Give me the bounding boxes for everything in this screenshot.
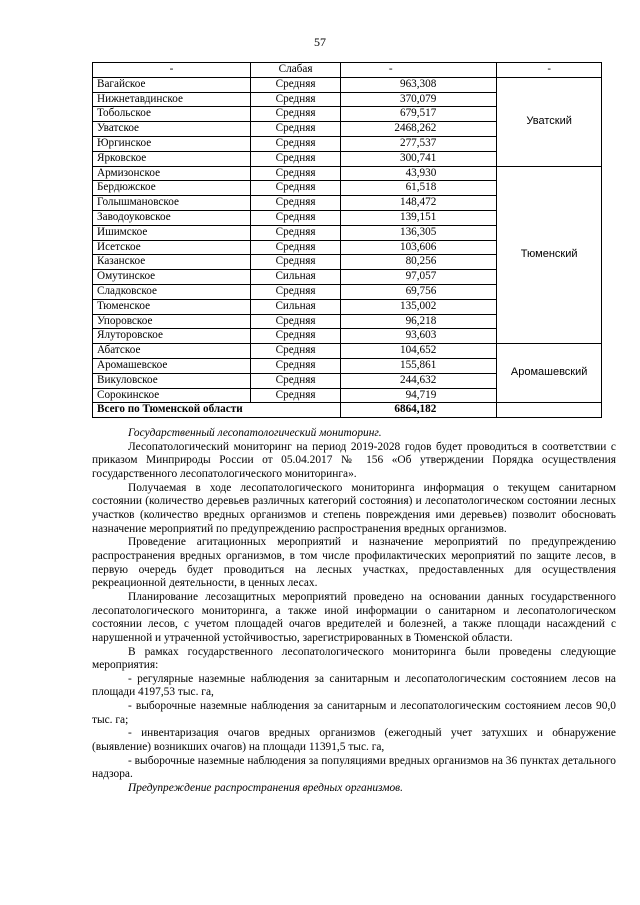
forestry-name-cell: Ялуторовское [93,329,251,344]
area-cell: 155,861 [341,358,497,373]
intensity-cell: Средняя [250,122,340,137]
intensity-cell: Сильная [250,270,340,285]
area-cell: 69,756 [341,284,497,299]
intensity-cell: Средняя [250,210,340,225]
forestry-name-cell: Заводоуковское [93,210,251,225]
page-number: 57 [314,35,326,49]
forestry-name-cell: Викуловское [93,373,251,388]
area-cell: 97,057 [341,270,497,285]
area-cell: 104,652 [341,344,497,359]
intensity-cell: Средняя [250,284,340,299]
forestry-name-cell: Армизонское [93,166,251,181]
body-text [92,427,616,796]
header-cell: - [497,63,602,78]
forestry-name-cell: Сладковское [93,284,251,299]
intensity-cell: Средняя [250,358,340,373]
paragraph: Проведение агитационных мероприятий и назначение мероприятий по предупреждению распространения вредных организмов, в том числе профилактических мероприятий по защите лесов, в первую очередь будет проводиться на лесных участках, предоставленных для осуществления рекреационной деятельности, в ценных лесах. [92,536,616,590]
table-row [93,166,602,181]
forestry-name-cell: Тобольское [93,107,251,122]
forestry-name-cell: Упоровское [93,314,251,329]
intensity-cell: Средняя [250,225,340,240]
area-cell: 135,002 [341,299,497,314]
intensity-cell: Средняя [250,344,340,359]
forestry-name-cell: Вагайское [93,77,251,92]
area-cell: 80,256 [341,255,497,270]
forestry-name-cell: Тюменское [93,299,251,314]
area-cell: 244,632 [341,373,497,388]
intensity-cell: Средняя [250,388,340,403]
forestry-name-cell: Абатское [93,344,251,359]
table-row [93,77,602,92]
intensity-cell: Средняя [250,255,340,270]
area-cell: 103,606 [341,240,497,255]
area-cell: 148,472 [341,196,497,211]
header-cell: Слабая [250,63,340,78]
region-cell: Аромашевский [497,344,602,403]
empty-cell [497,403,602,418]
intensity-cell: Средняя [250,240,340,255]
forestry-name-cell: Голышмановское [93,196,251,211]
forestry-name-cell: Ярковское [93,151,251,166]
area-cell: 300,741 [341,151,497,166]
forest-protection-table [92,62,602,418]
forestry-name-cell: Аромашевское [93,358,251,373]
header-cell: - [93,63,251,78]
forestry-name-cell: Бердюжское [93,181,251,196]
forestry-name-cell: Нижнетавдинское [93,92,251,107]
intensity-cell: Средняя [250,196,340,211]
forestry-name-cell: Исетское [93,240,251,255]
intensity-cell: Сильная [250,299,340,314]
forestry-name-cell: Омутинское [93,270,251,285]
area-cell: 96,218 [341,314,497,329]
paragraph: - инвентаризация очагов вредных организмов (ежегодный учет затухших и обнаружение (выявление) возникших очагов) на площади 11391,5 тыс. га, [92,727,616,754]
paragraph: Планирование лесозащитных мероприятий проведено на основании данных государственного лесопатологического мониторинга, а также иной информации о санитарном и лесопатологическом состоянии лесов, с учетом площадей очагов вредителей и болезней, а также площади насаждений с нарушенной и утраченной устойчивостью, зарегистрированных в Тюменской области. [92,590,616,644]
forestry-name-cell: Юргинское [93,136,251,151]
area-cell: 139,151 [341,210,497,225]
forestry-name-cell: Уватское [93,122,251,137]
region-cell: Тюменский [497,166,602,344]
region-cell: Уватский [497,77,602,166]
forestry-name-cell: Ишимское [93,225,251,240]
intensity-cell: Средняя [250,373,340,388]
paragraph: В рамках государственного лесопатологического мониторинга были проведены следующие мероприятия: [92,645,616,672]
intensity-cell: Средняя [250,181,340,196]
area-cell: 94,719 [341,388,497,403]
intensity-cell: Средняя [250,136,340,151]
section-heading: Государственный лесопатологический мониторинг. [128,427,382,439]
area-cell: 136,305 [341,225,497,240]
intensity-cell: Средняя [250,107,340,122]
intensity-cell: Средняя [250,151,340,166]
intensity-cell: Средняя [250,329,340,344]
area-cell: 93,603 [341,329,497,344]
paragraph: - регулярные наземные наблюдения за санитарным и лесопатологическим состоянием лесов на площади 4197,53 тыс. га, [92,672,616,699]
area-cell: 277,537 [341,136,497,151]
forestry-name-cell: Сорокинское [93,388,251,403]
paragraph: - выборочные наземные наблюдения за популяциями вредных организмов на 36 пунктах детального надзора. [92,754,616,781]
paragraph: Лесопатологический мониторинг на период 2019-2028 годов будет проводиться в соответствии с приказом Минприроды России от 05.04.2017 № 156 «Об утверждении Порядка осуществления государственного лесопатологического мониторинга». [92,440,616,480]
area-cell: 679,517 [341,107,497,122]
area-cell: 370,079 [341,92,497,107]
paragraph: Получаемая в ходе лесопатологического мониторинга информация о текущем санитарном состоянии (количество деревьев различных категорий состояния) и лесопатологическом состоянии лесных участков (количество вредных организмов и степень повреждения ими деревьев) позволит обосновать назначение мероприятий по предупреждению распространения вредных организмов. [92,481,616,535]
intensity-cell: Средняя [250,77,340,92]
total-area-cell: 6864,182 [341,403,497,418]
paragraph: - выборочные наземные наблюдения за санитарным и лесопатологическим состоянием лесов 90,0 тыс. га; [92,700,616,726]
table-row [93,344,602,359]
intensity-cell: Средняя [250,314,340,329]
total-row [93,403,602,418]
total-label-cell: Всего по Тюменской области [93,403,341,418]
forestry-name-cell: Казанское [93,255,251,270]
area-cell: 61,518 [341,181,497,196]
intensity-cell: Средняя [250,166,340,181]
intensity-cell: Средняя [250,92,340,107]
area-cell: 963,308 [341,77,497,92]
table-row [93,63,602,78]
area-cell: 43,930 [341,166,497,181]
area-cell: 2468,262 [341,122,497,137]
header-cell: - [341,63,497,78]
section-heading: Предупреждение распространения вредных организмов. [128,782,403,795]
